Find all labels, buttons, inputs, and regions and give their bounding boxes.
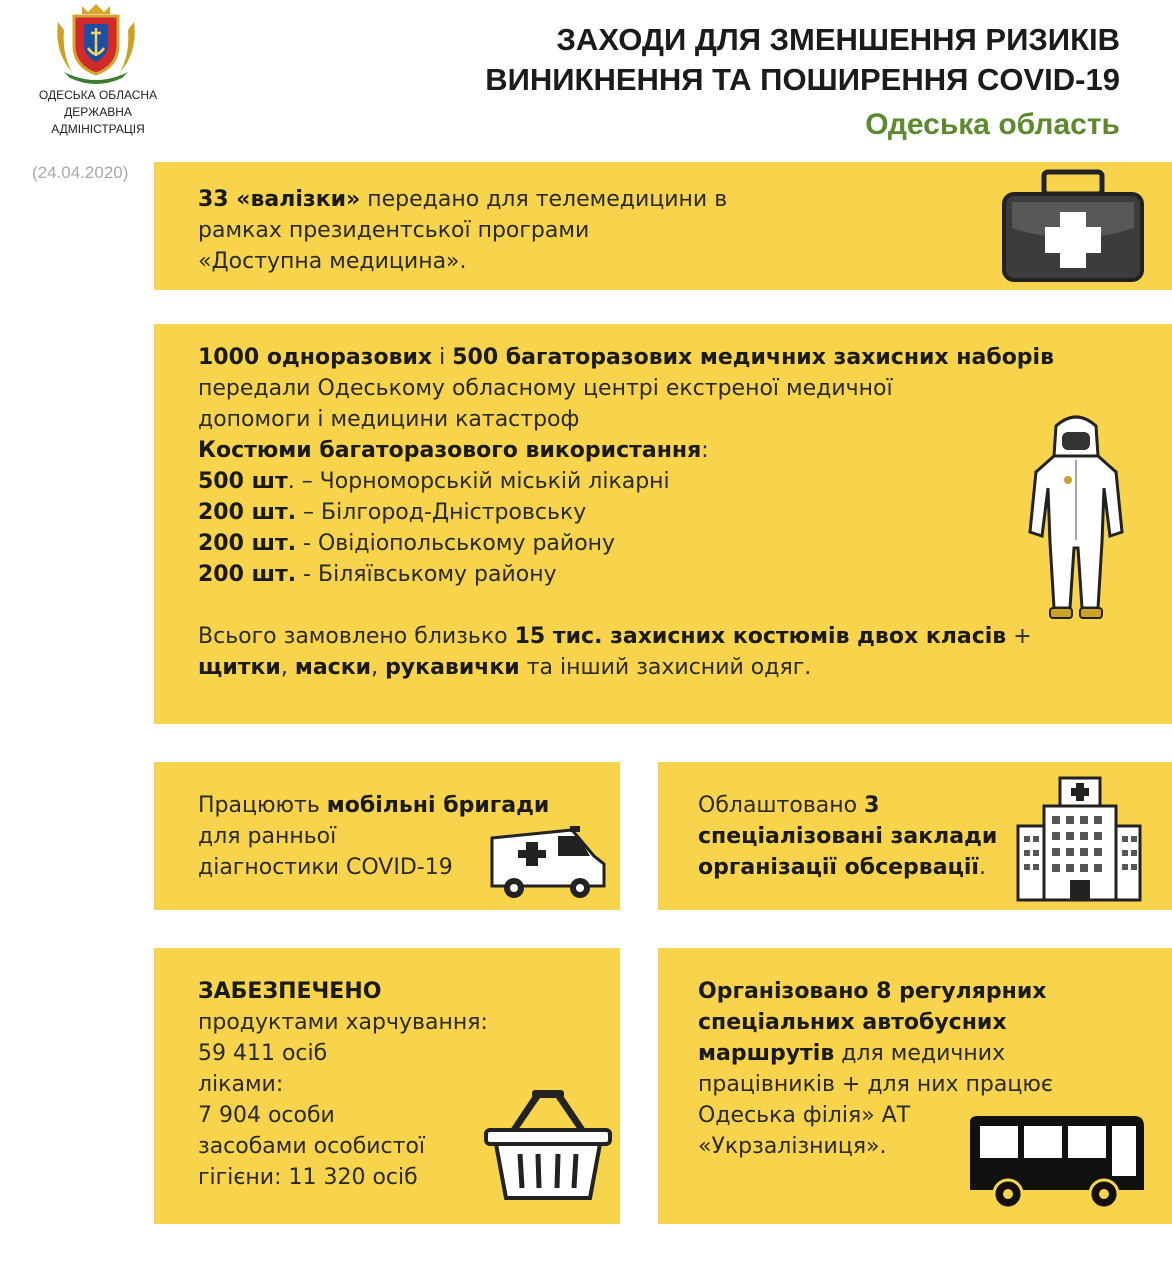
text-span: та інший захисний одяг. — [519, 655, 812, 680]
text-line: засобами особистої — [198, 1134, 426, 1159]
text-bold: Організовано 8 регулярних — [698, 979, 1047, 1004]
org-line: ДЕРЖАВНА — [64, 105, 132, 119]
observation-text — [698, 790, 997, 883]
mobile-brigades-card — [154, 762, 620, 910]
text-span: Працюють — [198, 793, 327, 818]
text-line: «Доступна медицина». — [198, 249, 467, 274]
text-bold: ЗАБЕЗПЕЧЕНО — [198, 979, 382, 1004]
text-span: . — [978, 855, 986, 880]
bus-icon — [964, 1112, 1148, 1216]
text-span: : — [701, 438, 709, 463]
text-bold: спеціальних автобусних — [698, 1010, 1007, 1035]
text-span: і — [432, 345, 453, 370]
ambulance-icon — [486, 824, 610, 906]
text-bold: Костюми багаторазового використання — [198, 438, 702, 463]
text-bold: організації обсервації — [698, 855, 979, 880]
org-line: ОДЕСЬКА ОБЛАСНА — [38, 88, 158, 102]
bus-routes-card — [658, 948, 1172, 1224]
text-line: працівників + для них працює — [698, 1072, 1053, 1097]
text-span: - Біляївському району — [296, 562, 557, 587]
text-span: + — [1006, 624, 1032, 649]
text-bold: 15 тис. захисних костюмів двох класів — [514, 624, 1007, 649]
text-line: 59 411 осіб — [198, 1041, 328, 1066]
suitcase-count: 33 «валізки» — [198, 187, 361, 212]
title-line: ЗАХОДИ ДЛЯ ЗМЕНШЕННЯ РИЗИКІВ — [556, 22, 1120, 57]
observation-facilities-card — [658, 762, 1172, 910]
text-line: продуктами харчування: — [198, 1010, 488, 1035]
supplies-card — [154, 948, 620, 1224]
text-span: Облаштовано — [698, 793, 865, 818]
text-span: для медичних — [834, 1041, 1006, 1066]
text-span: – Білгород-Дністровську — [296, 500, 587, 525]
text-line: допомоги і медицини катастроф — [198, 407, 580, 432]
text-line: «Укрзалізниця». — [698, 1134, 887, 1159]
text-line: рамках президентської програми — [198, 218, 590, 243]
text-bold: 500 шт — [198, 469, 288, 494]
org-line: АДМІНІСТРАЦІЯ — [51, 122, 145, 136]
text-line: для ранньої — [198, 824, 337, 849]
text-line: діагностики COVID-19 — [198, 855, 453, 880]
text-span: , — [280, 655, 295, 680]
text-span: , — [371, 655, 386, 680]
text-bold: 3 — [864, 793, 880, 818]
text-bold: 200 шт. — [198, 562, 297, 587]
text-span: . – Чорноморській міській лікарні — [287, 469, 670, 494]
title-line: ВИНИКНЕННЯ ТА ПОШИРЕННЯ COVID-19 — [485, 62, 1120, 97]
text-line: ліками: — [198, 1072, 284, 1097]
text-bold: спеціалізовані заклади — [698, 824, 998, 849]
text-line: гігієни: 11 320 осіб — [198, 1165, 418, 1190]
text-bold: мобільні бригади — [326, 793, 550, 818]
hospital-building-icon — [1014, 774, 1144, 908]
protective-kits-text — [198, 342, 1054, 683]
publication-date: (24.04.2020) — [32, 163, 129, 182]
telemedicine-text — [198, 184, 727, 277]
text-bold: 200 шт. — [198, 500, 297, 525]
text-bold: 1000 одноразових — [198, 345, 433, 370]
shopping-basket-icon — [482, 1086, 614, 1206]
supplies-text — [198, 976, 488, 1193]
text-bold: маски — [294, 655, 372, 680]
text-bold: рукавички — [385, 655, 520, 680]
text-line: передали Одеському обласному центрі екстреної медичної — [198, 376, 893, 401]
page-subtitle: Одеська область — [865, 108, 1120, 141]
text-bold: маршрутів — [698, 1041, 835, 1066]
medical-suitcase-icon — [998, 168, 1148, 288]
page-title — [485, 20, 1120, 100]
text-bold: 200 шт. — [198, 531, 297, 556]
text-bold: 500 багаторазових медичних захисних наборів — [452, 345, 1055, 370]
hazmat-suit-icon — [1026, 412, 1126, 626]
telemedicine-card — [154, 162, 1172, 290]
coat-of-arms-icon — [48, 2, 144, 84]
organization-name — [20, 87, 176, 138]
text-line: Одеська філія» АТ — [698, 1103, 911, 1128]
text-span: передано для телемедицини в — [360, 187, 728, 212]
text-span: Всього замовлено близько — [198, 624, 515, 649]
text-span: - Овідіопольському району — [296, 531, 616, 556]
text-bold: щитки — [198, 655, 281, 680]
protective-kits-card — [154, 324, 1172, 724]
text-line: 7 904 особи — [198, 1103, 335, 1128]
